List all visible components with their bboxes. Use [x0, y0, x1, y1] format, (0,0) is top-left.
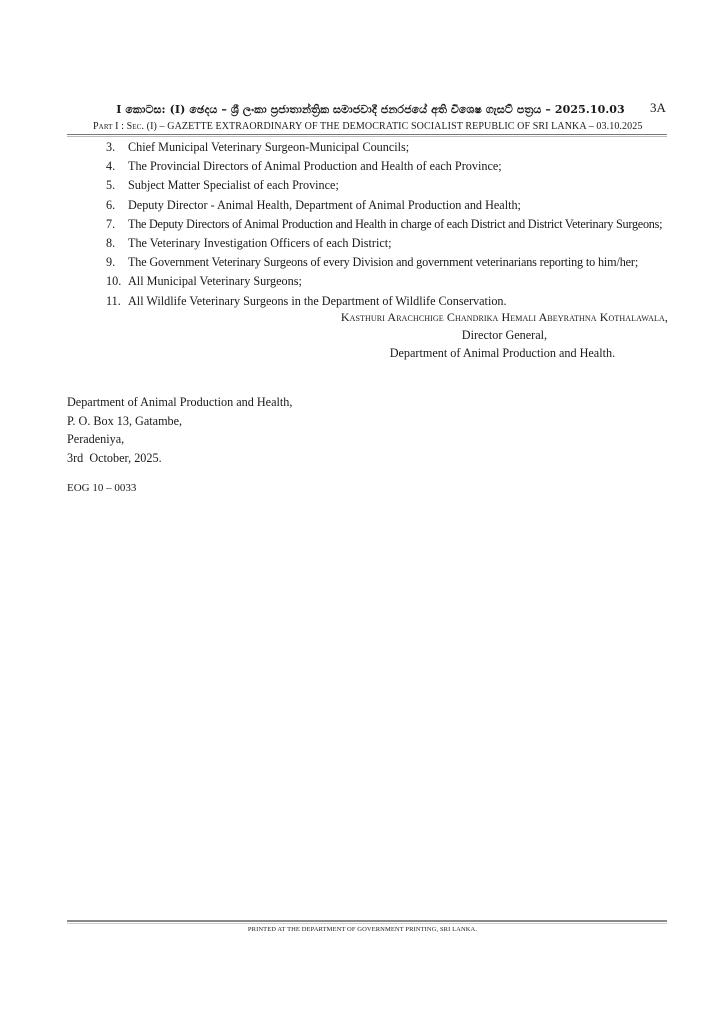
list-item-number: 5.: [106, 178, 116, 193]
list-item-text: The Provincial Directors of Animal Production and Health of each Province;: [128, 159, 502, 174]
list-item-number: 11.: [106, 293, 121, 308]
list-item-number: 6.: [106, 197, 116, 212]
list-item-text: Subject Matter Specialist of each Province;: [128, 178, 339, 193]
footer-printed-by: PRINTED AT THE DEPARTMENT OF GOVERNMENT PRINTING, SRI LANKA.: [247, 926, 478, 933]
list-item-text: The Government Veterinary Surgeons of every Division and government veterinarians reporting to him/her;: [128, 255, 639, 270]
footer-rule: [67, 920, 667, 924]
header-english-title: Part I : Sec. (I) – GAZETTE EXTRAORDINARY OF THE DEMOCRATIC SOCIALIST REPUBLIC OF SRI LANKA – 03.10.2025: [93, 121, 643, 132]
footer-text: [0, 926, 725, 933]
address-line: Department of Animal Production and Health,: [67, 395, 293, 409]
list-item-number: 4.: [106, 159, 116, 174]
page-number: 3A: [650, 100, 666, 115]
address-block: [67, 393, 292, 467]
list-item: [106, 176, 662, 195]
list-item: [106, 272, 662, 291]
list-item: [106, 234, 662, 253]
list-item-number: 7.: [106, 216, 116, 231]
signatory-title: Director General,: [461, 328, 548, 342]
reference-number: EOG 10 – 0033: [67, 482, 137, 494]
list-item-text: All Municipal Veterinary Surgeons;: [128, 274, 302, 289]
list-item: [106, 196, 662, 215]
signatory-name: Kasthuri Arachchige Chandrika Hemali Abeyrathna Kothalawala,: [340, 310, 668, 324]
signatory-department: Department of Animal Production and Health.: [389, 346, 616, 360]
list-item-text: The Veterinary Investigation Officers of each District;: [128, 235, 392, 250]
list-item-text: Deputy Director - Animal Health, Department of Animal Production and Health;: [128, 197, 521, 212]
list-item-text: All Wildlife Veterinary Surgeons in the Department of Wildlife Conservation.: [128, 293, 507, 308]
address-line: P. O. Box 13, Gatambe,: [67, 413, 183, 428]
header-sinhala-title: [0, 103, 725, 117]
address-date: 3rd October, 2025.: [67, 450, 162, 465]
address-line: Peradeniya,: [67, 432, 125, 447]
list-item-number: 8.: [106, 235, 116, 250]
recipient-list: [106, 138, 662, 311]
list-item: [106, 215, 662, 234]
header-rule: [67, 134, 667, 137]
signature-block: [341, 308, 668, 362]
list-item: [106, 138, 662, 157]
list-item-number: 3.: [106, 140, 116, 154]
list-item: [106, 157, 662, 176]
list-item-number: 9.: [106, 255, 116, 270]
header-sinhala-text: I කොටස: (I) ඡෙදය – ශ්‍රී ලංකා ප්‍රජාතාන්ත්‍රික සමාජවාදී ජනරජයේ අති විශෙෂ ගැසට් පත්‍රය – 2025.10.03: [116, 103, 625, 116]
list-item-text: Chief Municipal Veterinary Surgeon-Municipal Councils;: [128, 140, 410, 154]
list-item-number: 10.: [106, 274, 122, 289]
list-item-text: The Deputy Directors of Animal Production and Health in charge of each District and District Veterinary Surgeons;: [128, 216, 663, 231]
list-item: [106, 253, 662, 272]
